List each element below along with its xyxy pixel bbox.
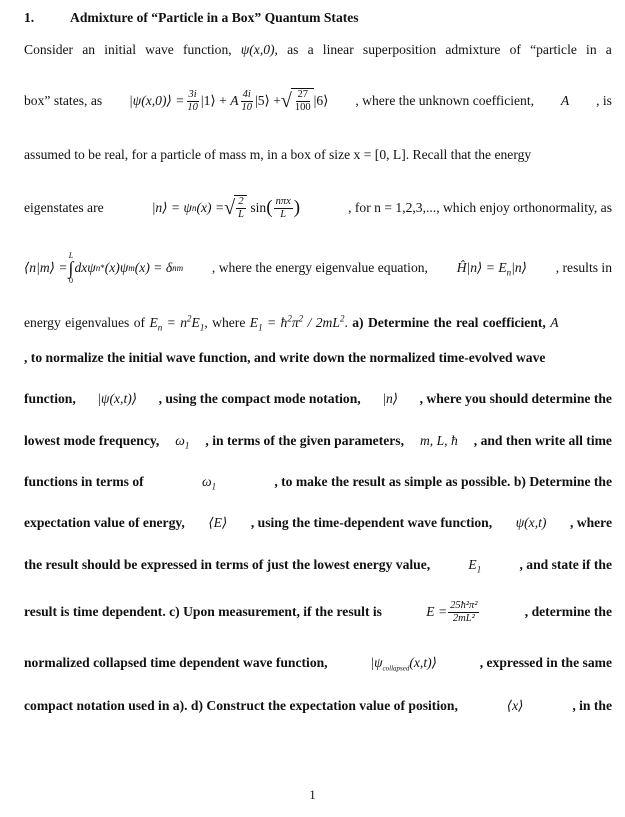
page-number: 1	[309, 788, 316, 802]
text-segment: , in terms of the given parameters,	[205, 433, 404, 448]
text-segment: , expressed in the same	[479, 655, 612, 670]
collapsed-wave-function: $|\psi_{collapsed}(x,t)⟩$	[370, 655, 437, 673]
text-segment: , and then write all time	[473, 433, 612, 448]
coefficient-1-denominator: 10	[187, 101, 198, 113]
paragraph-line-5	[24, 251, 612, 285]
text-segment: , where	[204, 315, 246, 330]
paragraph-line-6: energy eigenvalues of $E_n = n^2E_1$, where $E_1$ = $ħ^2\pi^2 / 2mL^2$. a) Determine the real coefficient, A	[24, 313, 559, 333]
measured-energy-fraction	[448, 600, 479, 625]
text-segment: , where the energy eigenvalue equation,	[211, 260, 428, 275]
text-segment: , determine the	[524, 604, 612, 619]
text-segment: assumed to be real, for a particle of mass m, in a box of size x = [0, L]. Recall that the energy	[24, 147, 532, 162]
text-segment: , to make the result as simple as possible. b) Determine the	[274, 474, 612, 489]
text-segment: , for n = 1,2,3,..., which enjoy orthonormality, as	[348, 200, 612, 215]
numerator-npix: nπx	[275, 195, 291, 207]
word: function,	[182, 42, 232, 57]
coefficient-2-numerator: 4i	[242, 88, 251, 100]
measured-energy-numerator: 25ħ²π²	[450, 599, 478, 611]
text-segment: function,	[24, 391, 76, 406]
eigenstate-lhs: |n⟩ = ψ	[151, 200, 192, 215]
energy-e1-definition: $E_1$ = $ħ^2\pi^2 / 2mL^2$	[249, 313, 345, 333]
problem-number: 1.	[24, 10, 35, 25]
word: linear	[322, 42, 354, 57]
word: admixture	[445, 42, 501, 57]
paragraph-line-9	[24, 432, 612, 450]
text-segment: the result should be expressed in terms of just the lowest energy value,	[24, 557, 431, 572]
eigenstate-equation: |n⟩ = ψ n (x) = √ $\frac{2}{L}$ sin ( $\frac{\text{nπx}}{L}$ )	[152, 193, 300, 223]
part-a-prompt: a) Determine the real coefficient,	[352, 315, 546, 330]
sin-function: sin	[250, 200, 267, 215]
paragraph-line-3	[24, 146, 612, 164]
paragraph-line-12	[24, 556, 612, 574]
fraction-npix-over-l	[274, 196, 293, 221]
given-parameters: m, L, ħ	[419, 433, 458, 448]
text-segment: , is	[596, 93, 612, 108]
coefficient-1-numerator: 3i	[188, 88, 197, 100]
coefficient-3-denominator: 100	[294, 102, 311, 113]
text-segment: , and state if the	[519, 557, 612, 572]
integrand-1: dxψ	[74, 260, 96, 275]
paragraph-line-1	[24, 41, 612, 59]
denominator-l: L	[280, 208, 287, 220]
paragraph-line-10	[24, 473, 612, 491]
omega-1: $\omega_1$	[175, 433, 190, 451]
measured-energy-lhs: E =	[426, 604, 448, 619]
ket-6: |6⟩	[313, 93, 329, 108]
text-segment: , to normalize the initial wave function, and write down the normalized time-evolved wave	[24, 350, 546, 365]
problem-heading	[24, 9, 612, 27]
right-paren: )	[293, 197, 301, 218]
word: of	[509, 42, 521, 57]
orthonormality-equation: ⟨n|m⟩ = L ∫ 0 dxψ n * (x)ψ m (x) = δ nm	[24, 251, 184, 285]
word: ψ(x,0),	[240, 42, 278, 57]
text-segment: compact notation used in a). d) Construct the expectation value of position,	[24, 698, 458, 713]
n-ket: |n⟩	[382, 391, 399, 406]
energy-expectation: ⟨E⟩	[208, 515, 228, 530]
numerator-2: 2	[238, 196, 244, 207]
word: in	[586, 42, 597, 57]
text-segment: , where the unknown coefficient,	[355, 93, 535, 108]
word: as	[287, 42, 299, 57]
text-segment: expectation value of energy,	[24, 515, 185, 530]
integral-symbol: ∫	[68, 258, 74, 278]
integrand-2: (x)ψ	[104, 260, 129, 275]
text-segment: , where	[569, 515, 612, 530]
text-segment: lowest mode frequency,	[24, 433, 160, 448]
sqrt-2-over-l	[224, 195, 247, 221]
text-segment: eigenstates are	[24, 200, 104, 215]
word: Consider	[24, 42, 74, 57]
psi-xt: ψ(x,t)	[515, 515, 547, 530]
fraction-2-over-l	[236, 196, 246, 221]
radical-sign: √	[224, 197, 236, 219]
eigenstate-mid: (x) =	[196, 200, 225, 215]
hamiltonian-equation	[457, 253, 527, 283]
radical-sign: √	[280, 90, 292, 112]
coefficient-3	[293, 89, 313, 114]
word: an	[82, 42, 96, 57]
text-segment: box” states, as	[24, 93, 103, 108]
energy-en: $E_n = n^2E_1$	[149, 313, 205, 333]
measured-energy	[426, 597, 480, 627]
omega-1: $\omega_1$	[201, 474, 217, 492]
word: superposition	[362, 42, 437, 57]
initial-state-equation	[129, 86, 328, 116]
subscript-n: n	[506, 267, 512, 278]
integrand-3: (x) = δ	[134, 260, 173, 275]
word: a	[605, 42, 612, 57]
text-segment: , in the	[572, 698, 612, 713]
text-segment: result is time dependent. c) Upon measurement, if the result is	[24, 604, 382, 619]
hamiltonian-ket: |n⟩	[511, 260, 527, 275]
text-segment: functions in terms of	[24, 474, 144, 489]
paragraph-line-2	[24, 86, 612, 118]
integral-sign	[69, 251, 74, 285]
paragraph-line-13	[24, 597, 612, 631]
left-paren: (	[266, 197, 273, 218]
hamiltonian-lhs: Ĥ|n⟩ = E	[456, 260, 507, 275]
text-segment: normalized collapsed time dependent wave function,	[24, 655, 328, 670]
text-segment: , using the time-dependent wave function,	[250, 515, 493, 530]
paragraph-line-15	[24, 697, 612, 715]
coefficient-a: A	[560, 93, 570, 108]
problem-title: Admixture of “Particle in a Box” Quantum States	[70, 10, 359, 25]
psi-x0-ket: |ψ(x,0)⟩ =	[129, 93, 185, 108]
energy-e1: $E_1$	[468, 557, 482, 575]
position-expectation: ⟨x⟩	[506, 698, 524, 713]
paragraph-line-11	[24, 514, 612, 532]
text-segment: , using the compact mode notation,	[158, 391, 361, 406]
denominator-l: L	[238, 209, 244, 220]
ket-5: |5⟩ +	[255, 93, 281, 108]
integral-upper-limit: L	[68, 251, 74, 260]
measured-energy-denominator: 2mL²	[452, 612, 475, 624]
braket-nm: ⟨n|m⟩ =	[24, 260, 68, 275]
paragraph-line-7	[24, 349, 612, 367]
word: initial	[104, 42, 136, 57]
psi-xt-ket: |ψ(x,t)⟩	[97, 391, 138, 406]
integral-lower-limit: 0	[69, 276, 73, 285]
word: wave	[145, 42, 174, 57]
word: “particle	[530, 42, 577, 57]
coefficient-a: A	[230, 93, 239, 108]
text-segment: energy eigenvalues of	[24, 315, 146, 330]
paragraph-line-8	[24, 390, 612, 408]
coefficient-a: A	[550, 315, 559, 330]
coefficient-3-numerator: 27	[297, 89, 308, 100]
ket-1: |1⟩ +	[200, 93, 227, 108]
paragraph-line-14	[24, 654, 612, 672]
sqrt-coefficient-3	[281, 88, 314, 114]
coefficient-2-denominator: 10	[241, 101, 252, 113]
coefficient-1	[185, 89, 200, 114]
coefficient-2	[240, 89, 255, 114]
word: a	[307, 42, 314, 57]
text-segment: , results in	[555, 260, 612, 275]
text-segment: , where you should determine the	[419, 391, 612, 406]
paragraph-line-4	[24, 193, 612, 227]
